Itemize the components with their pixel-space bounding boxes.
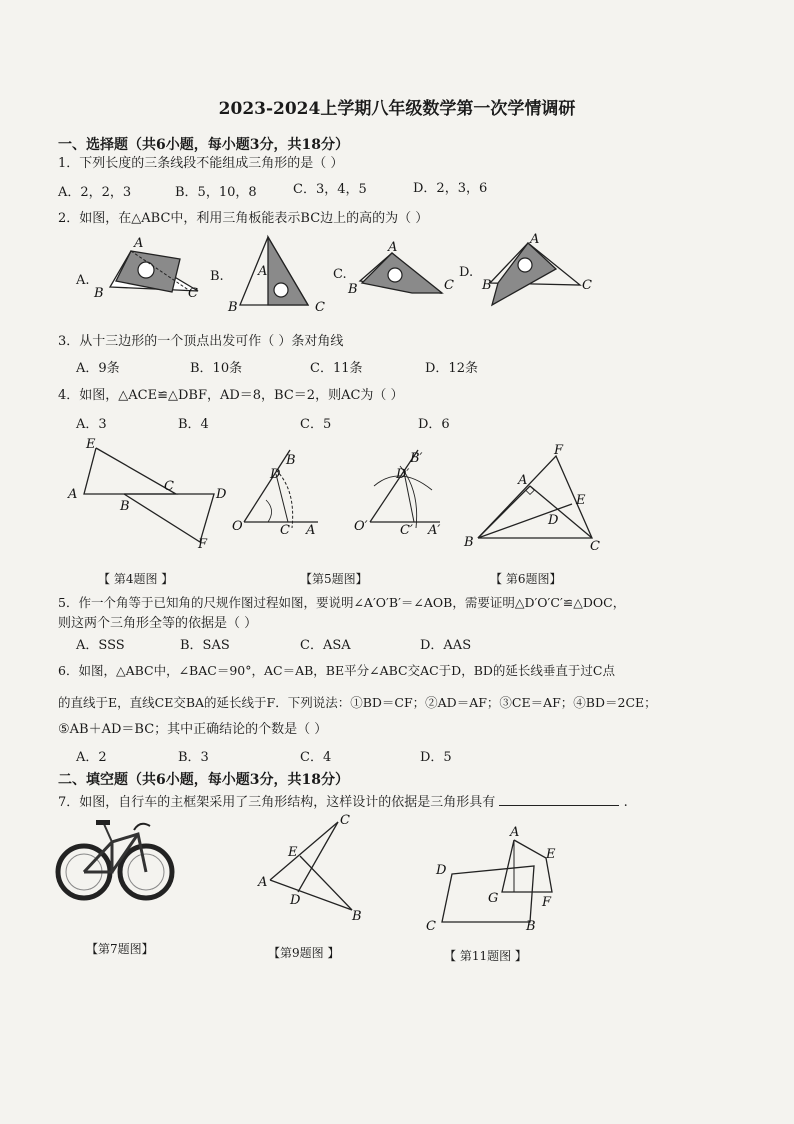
q4-option-a: A．3	[76, 417, 107, 432]
q4-label-d: D	[216, 487, 227, 502]
q6-option-c: C．4	[300, 750, 332, 765]
q5b-label-c: C′	[400, 523, 413, 538]
q5-figure-right	[354, 450, 440, 538]
q6-caption: 【 第6题图】	[490, 572, 562, 586]
q5-option-d: D．AAS	[420, 638, 472, 653]
q2c-label-c: C	[444, 278, 454, 293]
q9-label-b: B	[352, 909, 362, 924]
q2d-label-a: A	[530, 232, 540, 247]
q1-stem: 1．下列长度的三条线段不能组成三角形的是（ ）	[58, 156, 344, 171]
q4-option-d: D．6	[418, 417, 450, 432]
q5-stem: 5．作一个角等于已知角的尺规作图过程如图，要说明∠A′O′B′＝∠AOB，需要证明△D′O′C′≌△DOC，	[58, 595, 626, 610]
q2b-label-a: A	[258, 264, 268, 279]
q7-stem: 7．如图，自行车的主框架采用了三角形结构，这样设计的依据是三角形具有	[58, 795, 496, 810]
q2b-label-c: C	[315, 300, 325, 315]
q5-figure-left	[232, 450, 318, 538]
q2-figure-d	[481, 232, 592, 305]
q9-label-a: A	[258, 875, 268, 890]
q11-label-c: C	[426, 919, 436, 934]
q2-label-b: B.	[210, 269, 224, 284]
q5b-label-b: B′	[410, 451, 423, 466]
q3-stem: 3．从十三边形的一个顶点出发可作（ ）条对角线	[58, 334, 344, 349]
q2-figure-b	[227, 237, 325, 315]
section2-figures	[0, 812, 794, 942]
q5a-label-c: C	[280, 523, 290, 538]
q2b-label-b: B	[228, 300, 238, 315]
q5-option-b: B．SAS	[180, 638, 230, 653]
q2-figure-a	[93, 236, 198, 301]
q11-figure	[426, 825, 556, 934]
q2-figure-c	[347, 240, 454, 297]
q7-caption: 【第7题图】	[86, 942, 154, 956]
q2-figures	[0, 225, 794, 315]
q3-option-d: D．12条	[425, 361, 478, 376]
q5-stem-2: 则这两个三角形全等的依据是（ ）	[58, 616, 258, 631]
q11-label-e: E	[546, 847, 556, 862]
q11-label-d: D	[436, 863, 447, 878]
q3-option-a: A．9条	[76, 361, 120, 376]
q2-label-d: D.	[459, 265, 474, 280]
q4-stem: 4．如图，△ACE≌△DBF，AD＝8，BC＝2，则AC为（ ）	[58, 388, 404, 403]
q7-answer-blank	[499, 793, 619, 806]
q3-option-c: C．11条	[310, 361, 363, 376]
q4-label-c: C	[164, 479, 174, 494]
q5-caption: 【第5题图】	[300, 572, 368, 586]
q6-option-a: A．2	[76, 750, 107, 765]
q11-label-f: F	[542, 895, 552, 910]
q6-option-d: D．5	[420, 750, 452, 765]
q6-label-f: F	[554, 443, 564, 458]
q11-label-g: G	[488, 891, 499, 906]
q11-caption: 【 第11题图 】	[444, 949, 527, 963]
q2-label-a: A.	[76, 273, 90, 288]
q4-figure	[67, 437, 227, 552]
q1-option-c: C．3，4，5	[293, 182, 367, 197]
q2c-label-a: A	[388, 240, 398, 255]
q4-label-a: A	[68, 487, 78, 502]
q6-label-c: C	[590, 539, 600, 554]
q1-option-b: B．5，10，8	[175, 185, 257, 200]
q2c-label-b: B	[348, 282, 358, 297]
q4-q5-q6-figures	[0, 430, 794, 565]
q5a-label-o: O	[232, 519, 243, 534]
q6-label-d: D	[548, 513, 559, 528]
q2a-label-c: C	[188, 286, 198, 301]
q11-label-a: A	[510, 825, 520, 840]
q4-option-b: B．4	[178, 417, 209, 432]
q2d-label-b: B	[482, 278, 492, 293]
q5-option-a: A．SSS	[76, 638, 125, 653]
q6-line-3: ⑤AB＋AD＝BC；其中正确结论的个数是（ ）	[58, 722, 328, 737]
q5b-label-o: O′	[354, 519, 368, 534]
q2d-label-c: C	[582, 278, 592, 293]
section2-heading: 二、填空题（共6小题，每小题3分，共18分）	[58, 772, 349, 788]
q4-caption: 【 第4题图 】	[98, 572, 174, 586]
q6-label-b: B	[464, 535, 474, 550]
q4-label-f: F	[198, 537, 208, 552]
q4-label-e: E	[86, 437, 96, 452]
q5-option-c: C．ASA	[300, 638, 351, 653]
page-title: 2023-2024上学期八年级数学第一次学情调研	[218, 99, 576, 119]
q9-label-d: D	[290, 893, 301, 908]
q5a-label-a: A	[306, 523, 316, 538]
q7-end: .	[623, 795, 628, 810]
q7-bicycle-figure	[58, 820, 172, 898]
q6-line-1: 6．如图，△ABC中，∠BAC＝90°，AC＝AB，BE平分∠ABC交AC于D，BD的延长线垂直于过C点	[58, 663, 615, 678]
q5b-label-a: A′	[428, 523, 441, 538]
q11-label-b: B	[526, 919, 536, 934]
q5a-label-d: D	[270, 467, 281, 482]
q6-label-a: A	[518, 473, 528, 488]
q7-stem-line	[58, 791, 628, 810]
q1-option-d: D．2，3，6	[413, 181, 488, 196]
q5a-label-b: B	[286, 453, 296, 468]
q9-label-c: C	[340, 813, 350, 828]
q2-stem: 2．如图，在△ABC中，利用三角板能表示BC边上的高的为（ ）	[58, 211, 429, 226]
q6-line-2: 的直线于E，直线CE交BA的延长线于F．下列说法：①BD＝CF；②AD＝AF；③CE＝AF；④BD＝2CE；	[58, 695, 657, 710]
q3-option-b: B．10条	[190, 361, 243, 376]
section1-heading: 一、选择题（共6小题，每小题3分，共18分）	[58, 137, 349, 153]
q2a-label-b: B	[94, 286, 104, 301]
q4-label-b: B	[120, 499, 130, 514]
q9-figure	[257, 813, 362, 924]
q1-option-a: A．2，2，3	[58, 185, 132, 200]
q4-option-c: C．5	[300, 417, 332, 432]
q6-figure	[463, 443, 600, 554]
q6-option-b: B．3	[178, 750, 209, 765]
q2-label-c: C.	[333, 267, 347, 282]
q5b-label-d: D′	[396, 467, 410, 482]
q2a-label-a: A	[134, 236, 144, 251]
q9-label-e: E	[288, 845, 298, 860]
q9-caption: 【第9题图 】	[268, 946, 340, 960]
q6-label-e: E	[576, 493, 586, 508]
